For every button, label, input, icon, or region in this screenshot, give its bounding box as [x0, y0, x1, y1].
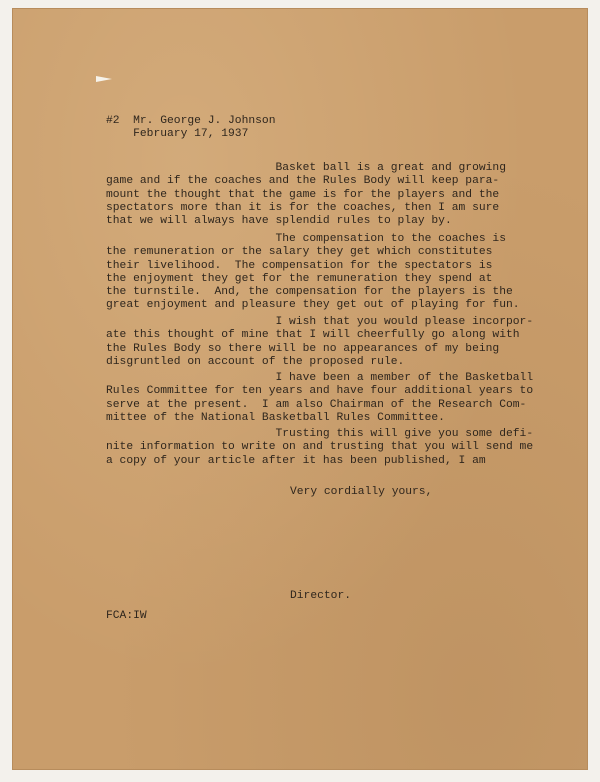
paragraph-4: I have been a member of the Basketball Rules Committee for ten years and have four additional years to serve at the present. I am also Chairman of the Research Com- mittee of the National Basketball Rules Committee. [106, 372, 534, 424]
paragraph-5: Trusting this will give you some defi- nite information to write on and trusting that you will send me a copy of your article after it has been published, I am [106, 428, 534, 467]
letter-page [12, 8, 588, 770]
closing-line: Very cordially yours, [290, 486, 433, 498]
signature-title: Director. [290, 590, 352, 602]
letter-header [106, 115, 275, 142]
paragraph-3: I wish that you would please incorpor- ate this thought of mine that I will cheerfully go along with the Rules Body so there will be no appearances of my being disgruntled on account of the proposed rule. [106, 316, 534, 368]
paragraph-1: Basket ball is a great and growing game and if the coaches and the Rules Body will keep para- mount the thought that the game is for the players and the spectators more than it is for the coaches, then I am sure that we will always have splendid rules to play by. [106, 162, 506, 228]
letter-date: February 17, 1937 [106, 128, 249, 141]
paper-mark [96, 76, 112, 82]
page-number-recipient: #2 Mr. George J. Johnson [106, 115, 276, 127]
reference-initials: FCA:IW [106, 610, 147, 622]
paragraph-2: The compensation to the coaches is the remuneration or the salary they get which constitutes their livelihood. The compensation for the spectators is the enjoyment they get for the remuneration they spend at the turnstile. And, the compensation for the players is the great enjoyment and pleasure they get out of playing for fun. [106, 233, 520, 312]
